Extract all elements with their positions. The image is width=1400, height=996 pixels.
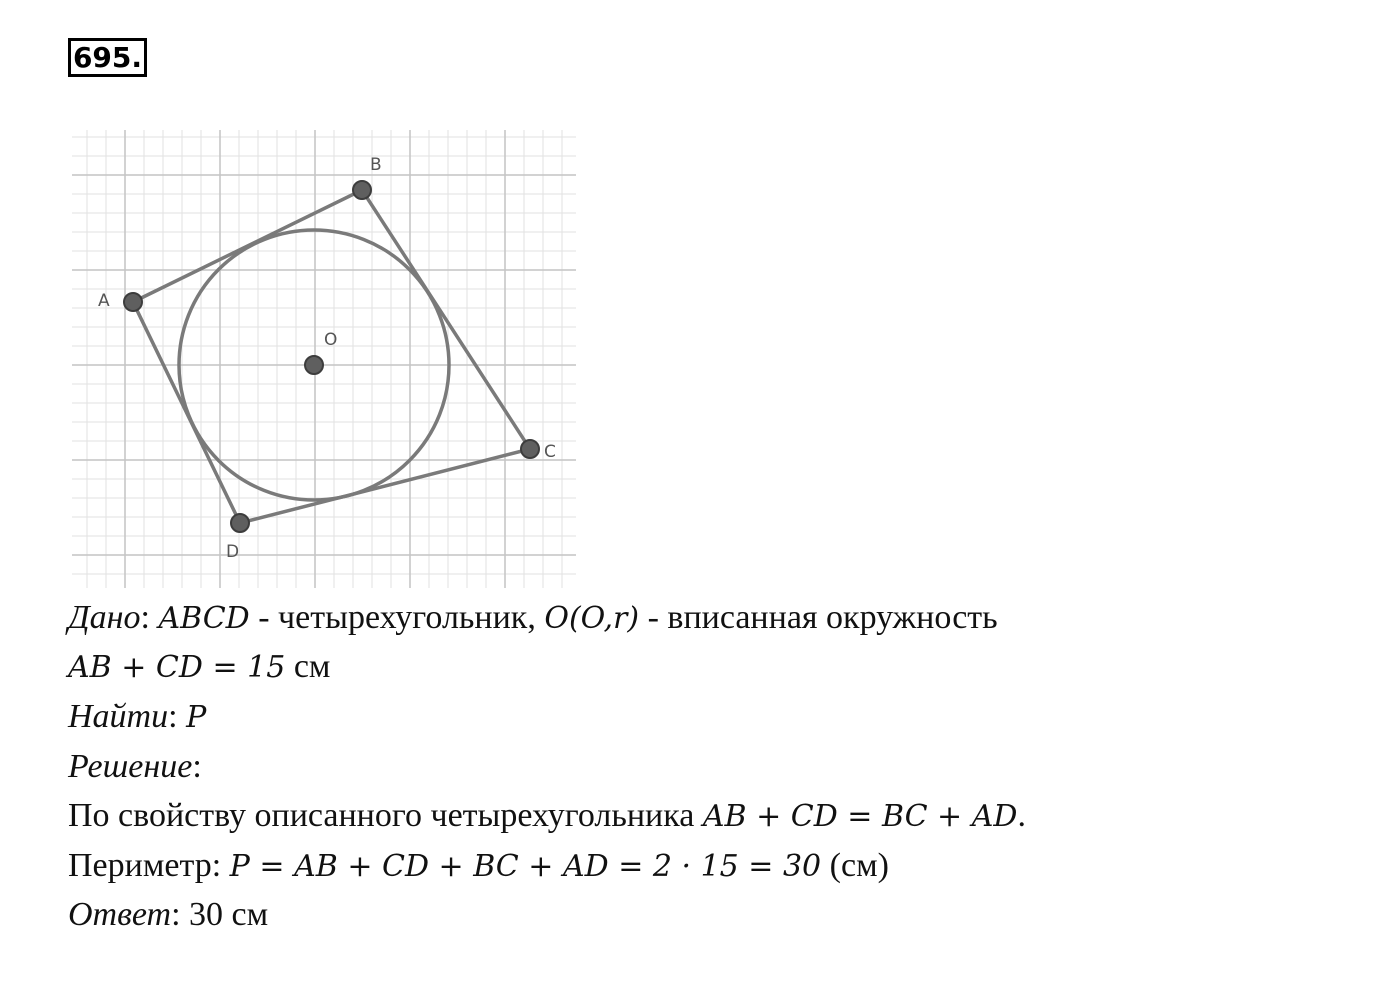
property-line <box>68 796 1026 837</box>
given-line <box>68 598 998 639</box>
perimeter-math: P = AB + CD + BC + AD = 2 · 15 = 30 <box>229 849 822 884</box>
given-colon: : <box>140 599 159 636</box>
minor-grid <box>72 130 576 588</box>
label-d: D <box>226 542 240 562</box>
point-a <box>124 293 142 311</box>
answer-line <box>68 895 268 935</box>
condition-unit: см <box>285 648 331 685</box>
major-grid <box>72 130 576 588</box>
find-colon: : <box>168 698 187 735</box>
property-math: AB + CD = BC + AD <box>702 799 1018 834</box>
solution-colon: : <box>192 748 202 785</box>
answer-text: : 30 см <box>171 896 269 933</box>
perimeter-unit: (см) <box>821 847 889 884</box>
point-d <box>231 514 249 532</box>
point-o <box>305 356 323 374</box>
point-b <box>353 181 371 199</box>
given-text-2: - вписанная окружность <box>639 599 998 636</box>
solution-label: Решение <box>68 748 193 785</box>
condition-math: AB + CD = 15 <box>68 650 286 685</box>
answer-label: Ответ <box>68 896 172 933</box>
given-text-1: - четырехугольник, <box>249 599 545 636</box>
find-label: Найти <box>68 698 169 735</box>
quadrilateral-abcd <box>133 190 530 523</box>
perimeter-text: Периметр: <box>68 847 230 884</box>
label-c: C <box>544 442 556 462</box>
label-a: A <box>98 291 110 311</box>
find-math: P <box>186 700 207 735</box>
property-end: . <box>1017 797 1026 834</box>
condition-line <box>68 647 330 688</box>
label-o: O <box>324 330 338 350</box>
property-text: По свойству описанного четырехугольника <box>68 797 703 834</box>
label-b: B <box>370 155 382 175</box>
given-label: Дано <box>68 599 141 636</box>
point-c <box>521 440 539 458</box>
problem-number: 695. <box>68 38 147 77</box>
given-circle: O(O,r) <box>544 601 640 636</box>
given-quadrilateral: ABCD <box>158 601 250 636</box>
perimeter-line <box>68 846 889 887</box>
find-line <box>68 697 206 738</box>
solution-line <box>68 747 202 787</box>
